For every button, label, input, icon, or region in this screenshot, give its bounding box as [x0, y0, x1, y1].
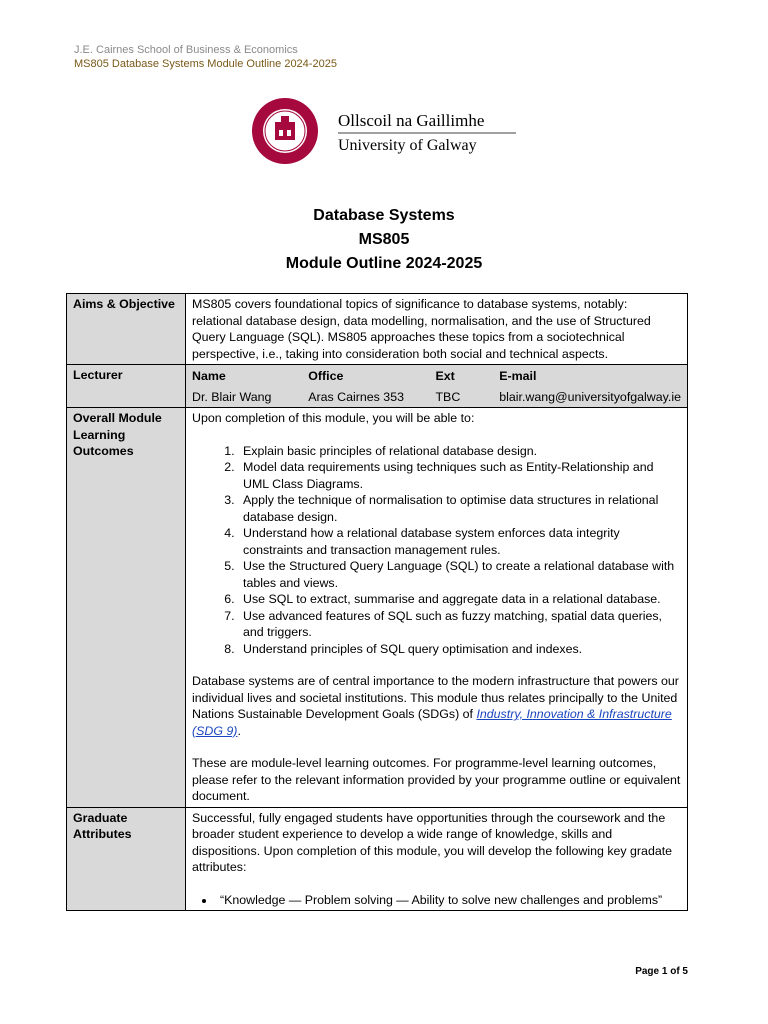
doc-title: Database Systems: [313, 207, 455, 224]
lecturer-label: Lecturer: [67, 365, 186, 408]
graduate-text: Successful, fully engaged students have opportunities through the coursework and the broader student experience to develop a wide range of knowledge, skills and dispositions. Upon completion of this module, you will develop the following key gradate attributes:: [192, 810, 673, 874]
aims-text: MS805 covers foundational topics of significance to database systems, notably: relational database design, data modelling, normalisation, and the use of Structured Query Language (SQL). MS805 approaches these topics from a sociotechnical perspective, i.e., taking into consideration both social and technical aspects.: [186, 294, 688, 365]
sdg-paragraph: Database systems are of central importance to the modern infrastructure that powers our individual lives and societal institutions. This module thus relates principally to the United Nations Sustainable Development Goals (SDGs) of Industry, Innovation & Infrastructure (SDG 9).: [192, 674, 679, 738]
graduate-content: [186, 807, 688, 911]
graduate-label: Graduate Attributes: [67, 807, 186, 911]
list-item: 8. Understand principles of SQL query optimisation and indexes.: [238, 641, 681, 658]
sdg-link[interactable]: Industry, Innovation & Infrastructure (SDG 9): [192, 707, 672, 738]
university-logo: [250, 96, 530, 166]
page-number: Page 1 of 5: [635, 966, 688, 977]
graduate-bullets: [192, 892, 681, 909]
lecturer-header-name: Name: [192, 369, 226, 383]
doc-code: MS805: [358, 231, 410, 248]
list-item: 5. Use the Structured Query Language (SQL) to create a relational database with tables and views.: [238, 558, 681, 591]
header-school: J.E. Cairnes School of Business & Economics: [74, 44, 298, 56]
list-item: 3. Apply the technique of normalisation to optimise data structures in relational database design.: [238, 492, 681, 525]
graduate-row: [67, 807, 688, 911]
list-item: • “Knowledge — Problem solving — Ability to solve new challenges and problems”: [216, 892, 681, 909]
outcomes-content: [186, 408, 688, 808]
lecturer-header-ext: Ext: [435, 369, 455, 383]
header-module-line: MS805 Database Systems Module Outline 2024-2025: [74, 58, 337, 70]
list-item: 7. Use advanced features of SQL such as fuzzy matching, spatial data queries, and triggers.: [238, 608, 681, 641]
outcomes-row: [67, 408, 688, 808]
lecturer-office: Aras Cairnes 353: [308, 389, 404, 404]
programme-note: These are module-level learning outcomes. For programme-level learning outcomes, please refer to the relevant information provided by your programme outline or equivalent document.: [192, 756, 681, 803]
lecturer-details: [186, 365, 688, 408]
module-outline-table: [66, 293, 688, 911]
outcomes-list: [192, 443, 681, 658]
lecturer-row: [67, 365, 688, 408]
aims-row: [67, 294, 688, 365]
list-item: 1. Explain basic principles of relational database design.: [238, 443, 681, 460]
outcomes-intro: Upon completion of this module, you will be able to:: [192, 411, 475, 425]
list-item: 4. Understand how a relational database system enforces data integrity constraints and transaction management rules.: [238, 525, 681, 558]
logo-line1: Ollscoil na Gaillimhe: [338, 111, 485, 130]
lecturer-header-email: E-mail: [499, 369, 537, 383]
aims-label: Aims & Objective: [67, 294, 186, 365]
logo-line2: University of Galway: [338, 137, 477, 154]
lecturer-email: blair.wang@universityofgalway.ie: [499, 389, 681, 404]
outcomes-label: Overall Module Learning Outcomes: [67, 408, 186, 808]
lecturer-name: Dr. Blair Wang: [192, 389, 272, 404]
list-item: 6. Use SQL to extract, summarise and aggregate data in a relational database.: [238, 591, 681, 608]
lecturer-ext: TBC: [435, 389, 461, 404]
lecturer-header-office: Office: [308, 369, 344, 383]
list-item: 2. Model data requirements using techniques such as Entity-Relationship and UML Class Diagrams.: [238, 459, 681, 492]
doc-subtitle: Module Outline 2024-2025: [285, 255, 483, 272]
